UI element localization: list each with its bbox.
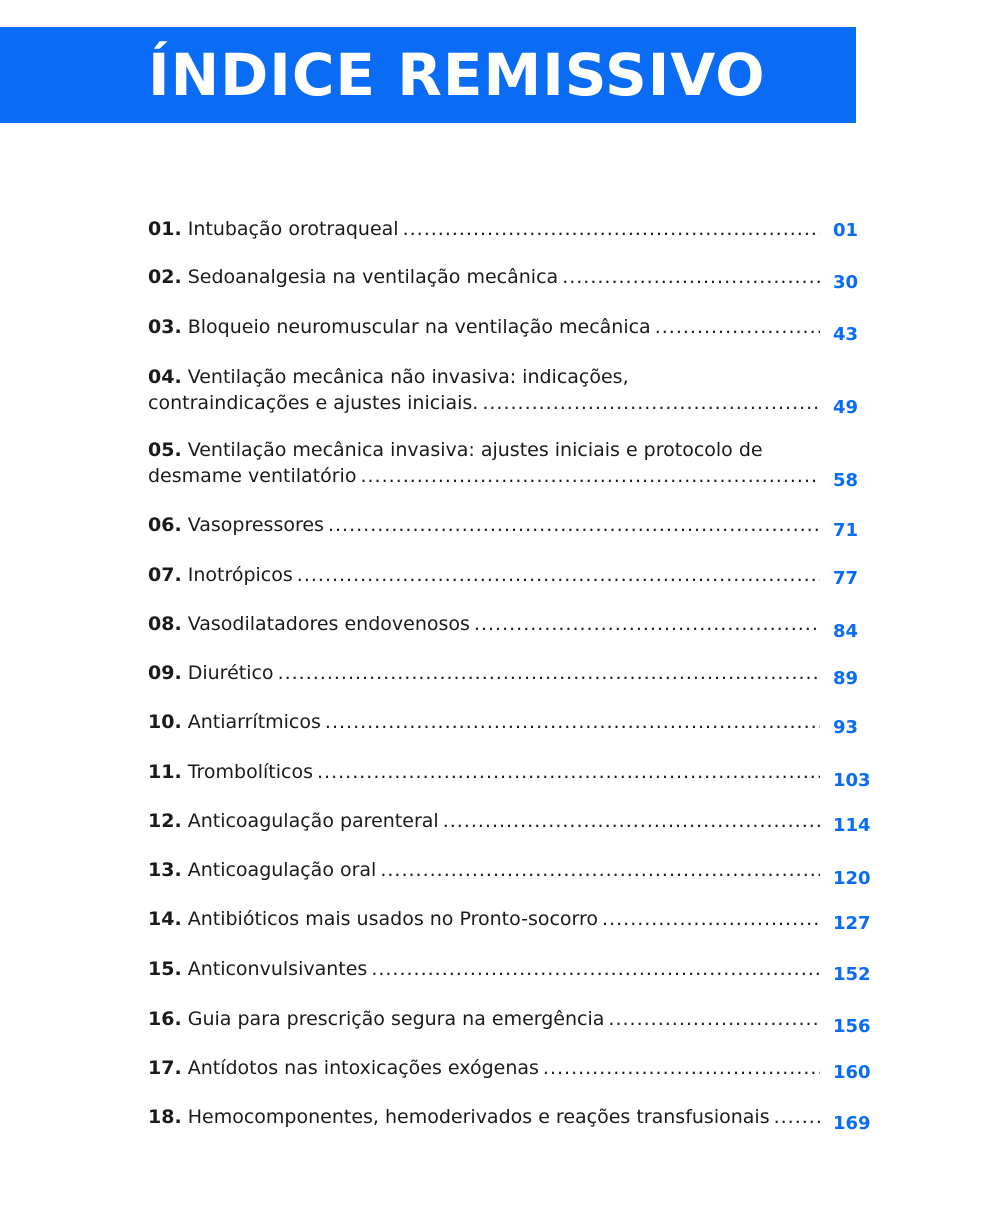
entry-title: Vasodilatadores endovenosos bbox=[187, 613, 470, 635]
entry-page-number[interactable]: 93 bbox=[833, 717, 859, 738]
dot-leader bbox=[278, 660, 820, 686]
entry-page-number[interactable]: 01 bbox=[833, 220, 859, 241]
entry-number: 17. bbox=[148, 1057, 182, 1079]
entry-title: Guia para prescrição segura na emergência bbox=[187, 1008, 605, 1030]
entry-number: 12. bbox=[148, 810, 182, 832]
toc-entry-03[interactable] bbox=[148, 314, 820, 340]
entry-number: 16. bbox=[148, 1008, 182, 1030]
entry-page-number[interactable]: 89 bbox=[833, 668, 859, 689]
toc-entry-09[interactable] bbox=[148, 660, 820, 686]
entry-number: 03. bbox=[148, 316, 182, 338]
entry-number: 09. bbox=[148, 662, 182, 684]
entry-number: 14. bbox=[148, 908, 182, 930]
entry-title: Anticoagulação oral bbox=[187, 859, 377, 881]
entry-page-number[interactable]: 30 bbox=[833, 272, 859, 293]
entry-number: 05. bbox=[148, 439, 182, 461]
dot-leader bbox=[297, 562, 820, 588]
dot-leader bbox=[325, 709, 820, 735]
entry-title: Intubação orotraqueal bbox=[187, 218, 399, 240]
entry-page-number[interactable]: 43 bbox=[833, 324, 859, 345]
entry-page-number[interactable]: 58 bbox=[833, 470, 859, 491]
entry-title: Antídotos nas intoxicações exógenas bbox=[187, 1057, 539, 1079]
dot-leader bbox=[317, 759, 820, 785]
entry-title: Vasopressores bbox=[187, 514, 324, 536]
entry-title: Sedoanalgesia na ventilação mecânica bbox=[187, 266, 559, 288]
entry-title: Antibióticos mais usados no Pronto-socorro bbox=[187, 908, 599, 930]
toc-entry-07[interactable] bbox=[148, 562, 820, 588]
entry-number: 10. bbox=[148, 711, 182, 733]
toc-entry-18[interactable] bbox=[148, 1104, 820, 1130]
entry-page-number[interactable]: 169 bbox=[833, 1113, 871, 1134]
dot-leader bbox=[328, 512, 820, 538]
toc-entry-06[interactable] bbox=[148, 512, 820, 538]
dot-leader bbox=[774, 1104, 820, 1130]
entry-page-number[interactable]: 160 bbox=[833, 1062, 871, 1083]
entry-number: 18. bbox=[148, 1106, 182, 1128]
toc-entry-02[interactable] bbox=[148, 264, 820, 290]
entry-title: Anticonvulsivantes bbox=[187, 958, 368, 980]
entry-title: Diurético bbox=[187, 662, 274, 684]
dot-leader bbox=[482, 390, 820, 416]
entry-number: 11. bbox=[148, 761, 182, 783]
dot-leader bbox=[380, 857, 820, 883]
entry-page-number[interactable]: 156 bbox=[833, 1016, 871, 1037]
entry-page-number[interactable]: 77 bbox=[833, 568, 859, 589]
entry-title: Bloqueio neuromuscular na ventilação mecânica bbox=[187, 316, 651, 338]
entry-title: Hemocomponentes, hemoderivados e reações transfusionais bbox=[187, 1106, 770, 1128]
toc-entry-05[interactable] bbox=[148, 437, 820, 489]
dot-leader bbox=[360, 463, 820, 489]
entry-page-number[interactable]: 71 bbox=[833, 520, 859, 541]
entry-page-number[interactable]: 103 bbox=[833, 770, 871, 791]
dot-leader bbox=[562, 264, 820, 290]
entry-page-number[interactable]: 152 bbox=[833, 964, 871, 985]
dot-leader bbox=[602, 906, 820, 932]
entry-number: 01. bbox=[148, 218, 182, 240]
toc-entry-15[interactable] bbox=[148, 956, 820, 982]
page-title: ÍNDICE REMISSIVO bbox=[148, 41, 766, 109]
toc-entry-10[interactable] bbox=[148, 709, 820, 735]
entry-page-number[interactable]: 49 bbox=[833, 397, 859, 418]
entry-title: Ventilação mecânica não invasiva: indicações, bbox=[187, 366, 629, 388]
entry-number: 08. bbox=[148, 613, 182, 635]
entry-title: Inotrópicos bbox=[187, 564, 293, 586]
toc-entry-11[interactable] bbox=[148, 759, 820, 785]
entry-title: Trombolíticos bbox=[187, 761, 313, 783]
toc-entry-17[interactable] bbox=[148, 1055, 820, 1081]
dot-leader bbox=[403, 216, 820, 242]
toc-entry-16[interactable] bbox=[148, 1006, 820, 1032]
entry-title-continuation: desmame ventilatório bbox=[148, 465, 357, 487]
toc-entry-14[interactable] bbox=[148, 906, 820, 932]
entry-title-continuation: contraindicações e ajustes iniciais. bbox=[148, 392, 479, 414]
dot-leader bbox=[474, 611, 820, 637]
entry-page-number[interactable]: 114 bbox=[833, 815, 871, 836]
toc-entry-08[interactable] bbox=[148, 611, 820, 637]
entry-number: 15. bbox=[148, 958, 182, 980]
toc-entry-12[interactable] bbox=[148, 808, 820, 834]
dot-leader bbox=[608, 1006, 820, 1032]
entry-number: 06. bbox=[148, 514, 182, 536]
dot-leader bbox=[655, 314, 820, 340]
toc-entry-13[interactable] bbox=[148, 857, 820, 883]
entry-number: 07. bbox=[148, 564, 182, 586]
dot-leader bbox=[371, 956, 820, 982]
dot-leader bbox=[443, 808, 820, 834]
entry-page-number[interactable]: 120 bbox=[833, 868, 871, 889]
entry-page-number[interactable]: 84 bbox=[833, 621, 859, 642]
dot-leader bbox=[543, 1055, 820, 1081]
entry-page-number[interactable]: 127 bbox=[833, 913, 871, 934]
entry-title: Anticoagulação parenteral bbox=[187, 810, 439, 832]
entry-number: 13. bbox=[148, 859, 182, 881]
toc-entry-01[interactable] bbox=[148, 216, 820, 242]
toc-entry-04[interactable] bbox=[148, 364, 820, 416]
entry-title: Antiarrítmicos bbox=[187, 711, 321, 733]
entry-number: 04. bbox=[148, 366, 182, 388]
entry-number: 02. bbox=[148, 266, 182, 288]
entry-title: Ventilação mecânica invasiva: ajustes iniciais e protocolo de bbox=[187, 439, 763, 461]
